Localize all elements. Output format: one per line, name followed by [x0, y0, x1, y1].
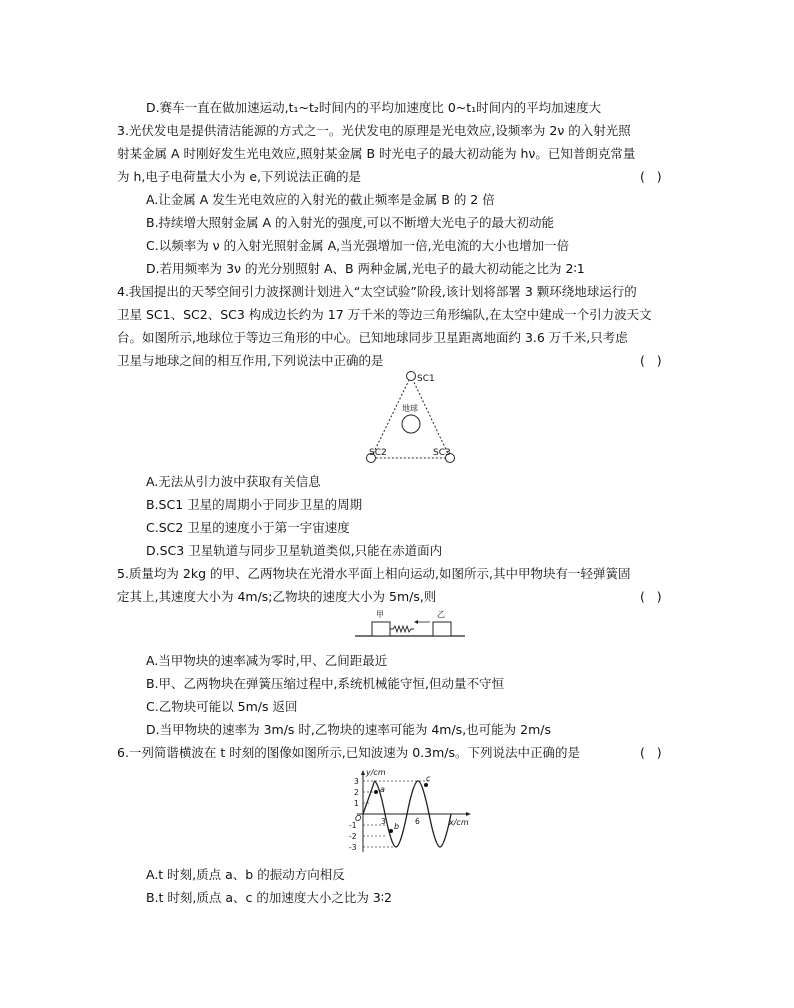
- earth-label: 地球: [402, 404, 418, 413]
- q4-stem-line2: 卫星 SC1、SC2、SC3 构成边长约为 17 万千米的等边三角形编队,在太空中建成一个引力波天文: [117, 307, 652, 322]
- q6-answer-bracket: ( ): [640, 745, 662, 760]
- arrowhead-icon: [414, 620, 418, 624]
- x-axis-arrow-icon: [466, 812, 471, 816]
- q4-option-c: C.SC2 卫星的速度小于第一宇宙速度: [146, 520, 350, 535]
- q5-stem-line2: 定其上,其速度大小为 4m/s;乙物块的速度大小为 5m/s,则: [117, 589, 437, 604]
- q4-option-b: B.SC1 卫星的周期小于同步卫星的周期: [146, 497, 363, 512]
- q2-option-d: D.赛车一直在做加速运动,t₁~t₂时间内的平均加速度比 0~t₁时间内的平均加速度大: [146, 100, 602, 115]
- earth-circle: [402, 415, 420, 433]
- block-yi: [433, 622, 451, 636]
- q3-stem-line1: 3.光伏发电是提供清洁能源的方式之一。光伏发电的原理是光电效应,设频率为 2ν 的入射光照: [117, 123, 631, 138]
- q3-answer-bracket: ( ): [640, 169, 662, 184]
- q5-option-b: B.甲、乙两物块在弹簧压缩过程中,系统机械能守恒,但动量不守恒: [146, 676, 504, 691]
- ytick-neg3: -3: [349, 843, 357, 852]
- sc1-label: SC1: [417, 374, 435, 384]
- point-b: [389, 829, 393, 833]
- q4-answer-bracket: ( ): [640, 353, 662, 368]
- q6-option-b: B.t 时刻,质点 a、c 的加速度大小之比为 3∶2: [146, 890, 393, 905]
- blocks-spring-figure: [355, 608, 467, 642]
- q5-option-a: A.当甲物块的速率减为零时,甲、乙间距最近: [146, 653, 388, 668]
- x-axis-label: x/cm: [449, 818, 469, 827]
- ytick-neg2: -2: [349, 832, 357, 841]
- origin-label: O: [355, 814, 362, 823]
- q4-stem-line3: 台。如图所示,地球位于等边三角形的中心。已知地球同步卫星距离地面约 3.6 万千米,只考虑: [117, 330, 628, 345]
- q4-stem-line1: 4.我国提出的天琴空间引力波探测计划进入“太空试验”阶段,该计划将部署 3 颗环绕地球运行的: [117, 284, 637, 299]
- wave-graph-figure: [345, 768, 475, 856]
- point-b-label: b: [394, 822, 400, 831]
- xtick-3: 3: [381, 817, 386, 826]
- point-c: [424, 783, 428, 787]
- label-jia: 甲: [376, 610, 384, 619]
- ytick-1: 1: [354, 799, 359, 808]
- spring: [390, 626, 414, 632]
- q4-option-a: A.无法从引力波中获取有关信息: [146, 474, 321, 489]
- ytick-3: 3: [354, 777, 359, 786]
- q3-option-a: A.让金属 A 发生光电效应的入射光的截止频率是金属 B 的 2 倍: [146, 192, 495, 207]
- satellite-triangle-figure: [355, 368, 470, 468]
- point-a: [374, 790, 378, 794]
- block-jia: [372, 622, 390, 636]
- ytick-2: 2: [354, 788, 359, 797]
- q4-stem-line4: 卫星与地球之间的相互作用,下列说法中正确的是: [117, 353, 384, 368]
- q6-option-a: A.t 时刻,质点 a、b 的振动方向相反: [146, 867, 345, 882]
- q5-answer-bracket: ( ): [640, 589, 662, 604]
- y-axis-label: y/cm: [366, 768, 386, 777]
- xtick-6: 6: [415, 817, 420, 826]
- ytick-neg1: -1: [349, 821, 357, 830]
- q3-option-d: D.若用频率为 3ν 的光分别照射 A、B 两种金属,光电子的最大初动能之比为 2∶1: [146, 261, 585, 276]
- q3-option-c: C.以频率为 ν 的入射光照射金属 A,当光强增加一倍,光电流的大小也增加一倍: [146, 238, 570, 253]
- point-c-label: c: [426, 774, 431, 783]
- q4-option-d: D.SC3 卫星轨道与同步卫星轨道类似,只能在赤道面内: [146, 543, 443, 558]
- sc3-label: SC3: [433, 448, 451, 458]
- y-axis-arrow-icon: [361, 770, 365, 775]
- q3-option-b: B.持续增大照射金属 A 的入射光的强度,可以不断增大光电子的最大初动能: [146, 215, 555, 230]
- point-a-label: a: [380, 785, 385, 794]
- q3-stem-line2: 射某金属 A 时刚好发生光电效应,照射某金属 B 时光电子的最大初动能为 hν。已知普朗克常量: [117, 146, 636, 161]
- sc1-satellite: [407, 372, 416, 381]
- sc2-label: SC2: [369, 448, 387, 458]
- q3-stem-line3: 为 h,电子电荷量大小为 e,下列说法正确的是: [117, 169, 362, 184]
- q6-stem-line1: 6.一列简谐横波在 t 时刻的图像如图所示,已知波速为 0.3m/s。下列说法中正确的是: [117, 745, 581, 760]
- label-yi: 乙: [437, 610, 445, 619]
- q5-option-c: C.乙物块可能以 5m/s 返回: [146, 699, 298, 714]
- q5-option-d: D.当甲物块的速率为 3m/s 时,乙物块的速率可能为 4m/s,也可能为 2m/s: [146, 722, 551, 737]
- q5-stem-line1: 5.质量均为 2kg 的甲、乙两物块在光滑水平面上相向运动,如图所示,其中甲物块有一轻弹簧固: [117, 566, 631, 581]
